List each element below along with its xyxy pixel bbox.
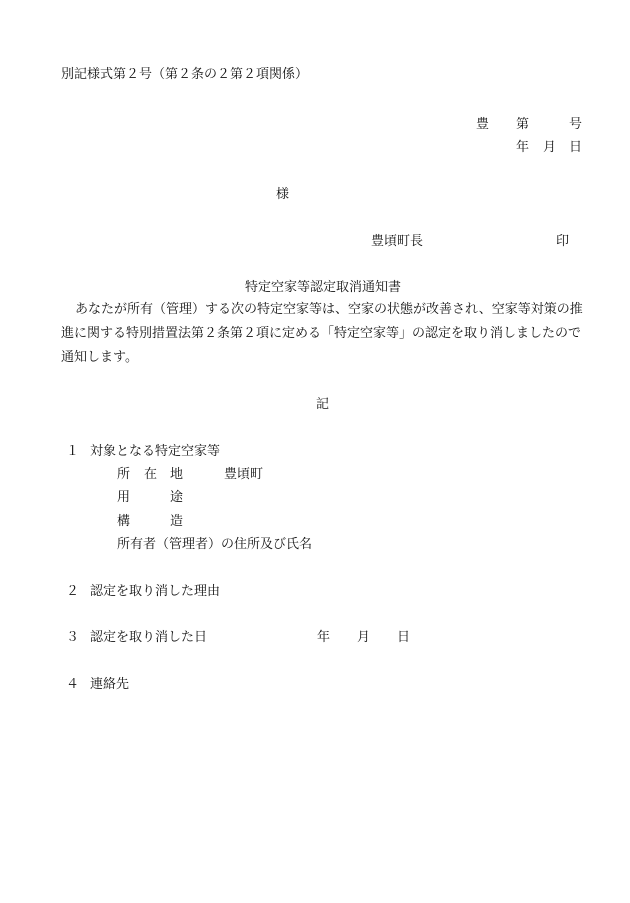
item2-number: ２ [66, 584, 80, 599]
item4-number: ４ [66, 677, 80, 692]
owner-label: 所有者（管理者）の住所及び氏名 [117, 537, 313, 552]
structure-char-2: 造 [170, 514, 184, 529]
item1-label: 対象となる特定空家等 [90, 444, 221, 459]
number-prefix: 豊 [476, 117, 490, 132]
use-char-1: 用 [117, 490, 131, 505]
item1-number: １ [66, 444, 80, 459]
location-value: 豊頃町 [224, 467, 264, 482]
structure-char-1: 構 [117, 514, 131, 529]
location-char-2: 在 [144, 467, 158, 482]
item2-label: 認定を取り消した理由 [90, 584, 221, 599]
item3-month: 月 [357, 630, 371, 645]
date-year: 年 [516, 140, 530, 155]
location-char-3: 地 [170, 467, 184, 482]
date-day: 日 [569, 140, 583, 155]
item4-label: 連絡先 [90, 677, 130, 692]
use-char-2: 途 [170, 490, 184, 505]
document-title: 特定空家等認定取消通知書 [245, 280, 402, 295]
item3-number: ３ [66, 630, 80, 645]
item3-label: 認定を取り消した日 [90, 630, 208, 645]
seal-mark: 印 [556, 234, 570, 249]
item3-day: 日 [397, 630, 411, 645]
number-middle: 第 [516, 117, 530, 132]
date-month: 月 [543, 140, 557, 155]
item3-year: 年 [317, 630, 331, 645]
addressee-honorific: 様 [276, 187, 290, 202]
document-body: あなたが所有（管理）する次の特定空家等は、空家の状態が改善され、空家等対策の推進に関する特別措置法第２条第２項に定める「特定空家等」の認定を取り消しましたので通知します。 [61, 302, 583, 365]
number-suffix: 号 [569, 117, 583, 132]
ki-heading: 記 [316, 397, 330, 412]
location-char-1: 所 [117, 467, 131, 482]
sender-title: 豊頃町長 [371, 234, 424, 249]
form-label: 別記様式第２号（第２条の２第２項関係） [61, 67, 309, 82]
